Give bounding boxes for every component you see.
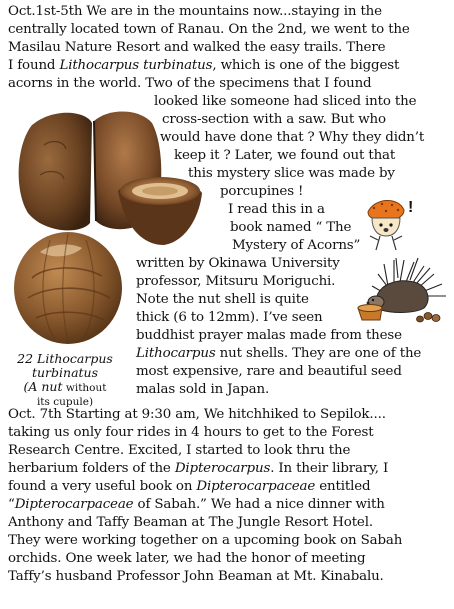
- text-run: centrally located town of Ranau. On the 2nd, we went to the: [8, 22, 410, 37]
- italic-text-run: Lithocarpus turbinatus: [59, 58, 213, 73]
- text-line: [8, 478, 370, 496]
- text-run: Taffy’s husband Professor John Beaman at Mt. Kinabalu.: [8, 569, 384, 584]
- italic-text-run: Lithocarpus: [136, 346, 216, 361]
- text-line: [8, 21, 410, 39]
- text-line: [8, 568, 384, 586]
- text-run: keep it ? Later, we found out that: [174, 148, 396, 163]
- text-line: [8, 514, 373, 532]
- text-line: [136, 273, 335, 291]
- text-run: herbarium folders of the: [8, 461, 175, 476]
- text-line: [8, 57, 399, 75]
- italic-text-run: Dipterocarpaceae: [196, 479, 316, 494]
- text-line: [8, 39, 385, 57]
- text-run: taking us only four rides in 4 hours to get to the Forest: [8, 425, 374, 440]
- text-run: . In their library, I: [270, 461, 389, 476]
- text-run: nut shells. They are one of the: [215, 346, 422, 361]
- text-run: Masilau Nature Resort and walked the easy trails. There: [8, 40, 386, 55]
- italic-text-run: Dipterocarpus: [174, 461, 271, 476]
- text-run: I read this in a: [228, 202, 325, 217]
- text-line: [136, 309, 322, 327]
- text-run: Anthony and Taffy Beaman at The Jungle Resort Hotel.: [8, 515, 373, 530]
- caption-line-4: its cupule): [36, 396, 94, 408]
- text-line: [8, 3, 382, 21]
- text-run: written by Okinawa University: [136, 256, 340, 271]
- acorn-character-icon: [364, 196, 420, 256]
- text-run: this mystery slice was made by: [188, 166, 395, 181]
- text-line: [136, 363, 402, 381]
- text-run: I found: [8, 58, 60, 73]
- text-run: thick (6 to 12mm). I’ve seen: [136, 310, 323, 325]
- text-run: of Sabah.” We had a nice dinner with: [133, 497, 385, 512]
- text-run: Oct. 7th Starting at 9:30 am, We hitchhiked to Sepilok....: [8, 407, 386, 422]
- text-line: [8, 496, 385, 514]
- text-run: They were working together on a upcoming book on Sabah: [8, 533, 403, 548]
- text-run: most expensive, rare and beautiful seed: [136, 364, 402, 379]
- text-line: [8, 550, 365, 568]
- text-line: [136, 255, 340, 273]
- text-line: [228, 201, 325, 219]
- text-run: buddhist prayer malas made from these: [136, 328, 402, 343]
- text-run: , which is one of the biggest: [212, 58, 400, 73]
- text-run: orchids. One week later, we had the honor of meeting: [8, 551, 366, 566]
- text-line: [8, 460, 388, 478]
- text-run: Oct.1st-5th We are in the mountains now...staying in the: [8, 4, 382, 19]
- text-run: porcupines !: [220, 184, 304, 199]
- text-run: found a very useful book on: [8, 479, 197, 494]
- text-run: malas sold in Japan.: [136, 382, 270, 397]
- text-run: would have done that ? Why they didn’t: [160, 130, 425, 145]
- exclamation-mark: !: [408, 199, 414, 216]
- text-line: [136, 291, 309, 309]
- text-run: entitled: [315, 479, 371, 494]
- text-run: Mystery of Acorns”: [232, 238, 361, 253]
- photo-caption: [6, 352, 124, 409]
- caption-line-3a: (A nut: [23, 379, 63, 394]
- text-run: cross-section with a saw. But who: [162, 112, 386, 127]
- text-line: [8, 406, 386, 424]
- text-run: book named “ The: [230, 220, 352, 235]
- text-line: [220, 183, 303, 201]
- whole-acorn-photo: [10, 226, 128, 346]
- text-line: [8, 532, 402, 550]
- porcupine-icon: [358, 256, 450, 322]
- text-run: professor, Mitsuru Moriguchi.: [136, 274, 336, 289]
- text-line: [8, 442, 350, 460]
- text-line: [188, 165, 395, 183]
- text-run: acorns in the world. Two of the specimens that I found: [8, 76, 372, 91]
- text-line: [136, 327, 402, 345]
- caption-line-2: turbinatus: [31, 365, 99, 380]
- text-line: [232, 237, 360, 255]
- text-line: [230, 219, 351, 237]
- text-run: looked like someone had sliced into the: [154, 94, 417, 109]
- text-line: [8, 424, 374, 442]
- text-line: [136, 345, 421, 363]
- text-line: [8, 75, 371, 93]
- text-run: Note the nut shell is quite: [136, 292, 309, 307]
- text-run: “: [8, 497, 15, 512]
- italic-text-run: Dipterocarpaceae: [14, 497, 134, 512]
- text-line: [136, 381, 269, 399]
- caption-line-1: 22 Lithocarpus: [17, 351, 113, 366]
- text-run: Research Centre. Excited, I started to look thru the: [8, 443, 351, 458]
- caption-line-3b: without: [62, 382, 107, 394]
